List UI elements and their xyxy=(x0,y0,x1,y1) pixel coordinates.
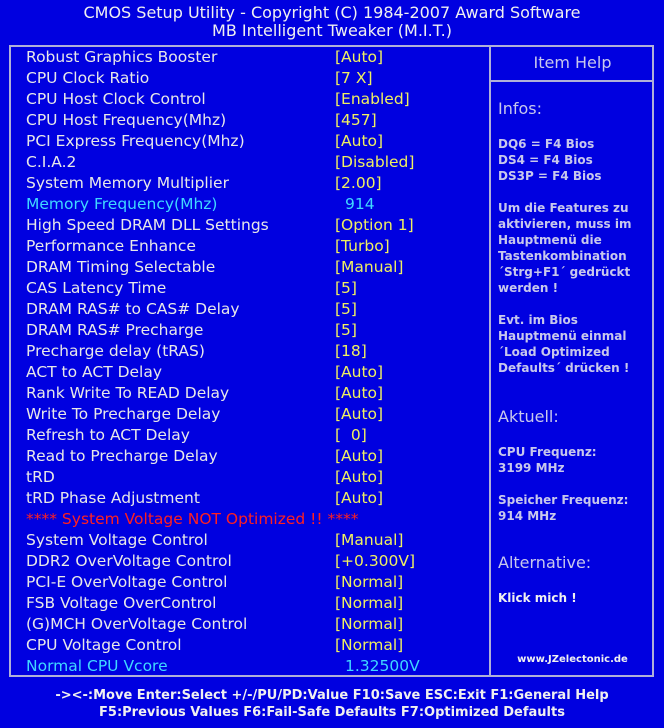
setting-row[interactable] xyxy=(26,89,486,110)
setting-value[interactable]: [Normal] xyxy=(335,636,404,654)
setting-label: DRAM RAS# to CAS# Delay xyxy=(26,300,240,318)
setting-row[interactable] xyxy=(26,425,486,446)
setting-label: High Speed DRAM DLL Settings xyxy=(26,216,269,234)
item-help-title: Item Help xyxy=(533,53,612,72)
setting-label: DRAM RAS# Precharge xyxy=(26,321,204,339)
setting-row[interactable] xyxy=(26,173,486,194)
setting-value: 914 xyxy=(345,195,375,213)
setting-value[interactable]: [5] xyxy=(335,300,357,318)
setting-row[interactable] xyxy=(26,320,486,341)
setting-value: 1.32500V xyxy=(345,657,420,675)
setting-label: C.I.A.2 xyxy=(26,153,77,171)
setting-label: Performance Enhance xyxy=(26,237,196,255)
setting-row[interactable] xyxy=(26,593,486,614)
setting-value[interactable]: [ 0] xyxy=(335,426,367,444)
setting-label: Robust Graphics Booster xyxy=(26,48,218,66)
setting-row[interactable] xyxy=(26,131,486,152)
setting-value[interactable]: [Enabled] xyxy=(335,90,410,108)
footer-keys-line1: -><-:Move Enter:Select +/-/PU/PD:Value F10:Save ESC:Exit F1:General Help xyxy=(55,688,609,703)
setting-value[interactable]: [Auto] xyxy=(335,405,384,423)
setting-value[interactable]: [Normal] xyxy=(335,594,404,612)
setting-row[interactable] xyxy=(26,362,486,383)
setting-label: Precharge delay (tRAS) xyxy=(26,342,205,360)
setting-value[interactable]: [Turbo] xyxy=(335,237,390,255)
setting-label: FSB Voltage OverControl xyxy=(26,594,217,612)
setting-label: CPU Clock Ratio xyxy=(26,69,150,87)
setting-label: Read to Precharge Delay xyxy=(26,447,218,465)
setting-label: Write To Precharge Delay xyxy=(26,405,221,423)
setting-row xyxy=(26,509,486,530)
setting-label: DDR2 OverVoltage Control xyxy=(26,552,232,570)
setting-row[interactable] xyxy=(26,635,486,656)
setting-value[interactable]: [5] xyxy=(335,321,357,339)
setting-row[interactable] xyxy=(26,614,486,635)
panel-divider xyxy=(489,45,491,677)
setting-label: **** System Voltage NOT Optimized !! **** xyxy=(26,510,359,528)
setting-row[interactable] xyxy=(26,530,486,551)
setting-value[interactable]: [457] xyxy=(335,111,377,129)
setting-label: Rank Write To READ Delay xyxy=(26,384,230,402)
setting-label: CPU Voltage Control xyxy=(26,636,182,654)
memory-frequency-text: Speicher Frequenz: 914 MHz xyxy=(498,493,629,523)
setting-label: DRAM Timing Selectable xyxy=(26,258,216,276)
setting-value[interactable]: [Auto] xyxy=(335,132,384,150)
setting-label: Refresh to ACT Delay xyxy=(26,426,190,444)
infos-text: DQ6 = F4 Bios DS4 = F4 Bios DS3P = F4 Bios xyxy=(498,137,602,183)
setting-label: (G)MCH OverVoltage Control xyxy=(26,615,248,633)
setting-row[interactable] xyxy=(26,467,486,488)
setting-label: Memory Frequency(Mhz) xyxy=(26,195,218,213)
setting-label: System Voltage Control xyxy=(26,531,208,549)
setting-value[interactable]: [2.00] xyxy=(335,174,382,192)
setting-row[interactable] xyxy=(26,110,486,131)
setting-label: ACT to ACT Delay xyxy=(26,363,163,381)
help-divider xyxy=(491,80,654,82)
setting-row[interactable] xyxy=(26,194,486,215)
setting-row[interactable] xyxy=(26,404,486,425)
aktuell-heading: Aktuell: xyxy=(498,407,559,426)
setting-row[interactable] xyxy=(26,488,486,509)
website-link[interactable]: www.JZelectonic.de xyxy=(517,654,628,665)
setting-label: CAS Latency Time xyxy=(26,279,167,297)
setting-value[interactable]: [Auto] xyxy=(335,363,384,381)
setting-row[interactable] xyxy=(26,47,486,68)
setting-label: System Memory Multiplier xyxy=(26,174,229,192)
setting-label: Normal CPU Vcore xyxy=(26,657,168,675)
setting-row[interactable] xyxy=(26,383,486,404)
setting-row[interactable] xyxy=(26,215,486,236)
setting-label: CPU Host Frequency(Mhz) xyxy=(26,111,227,129)
setting-value[interactable]: [Manual] xyxy=(335,258,404,276)
cpu-frequency-text: CPU Frequenz: 3199 MHz xyxy=(498,445,597,475)
setting-row[interactable] xyxy=(26,341,486,362)
setting-value[interactable]: [Auto] xyxy=(335,468,384,486)
setting-row[interactable] xyxy=(26,299,486,320)
setting-value[interactable]: [5] xyxy=(335,279,357,297)
setting-label: PCI-E OverVoltage Control xyxy=(26,573,228,591)
setting-value[interactable]: [Option 1] xyxy=(335,216,414,234)
setting-row[interactable] xyxy=(26,236,486,257)
setting-label: PCI Express Frequency(Mhz) xyxy=(26,132,245,150)
setting-row[interactable] xyxy=(26,656,486,677)
header-subtitle: MB Intelligent Tweaker (M.I.T.) xyxy=(212,21,452,40)
footer-keys-line2: F5:Previous Values F6:Fail-Safe Defaults F7:Optimized Defaults xyxy=(99,705,565,720)
setting-value[interactable]: [Auto] xyxy=(335,447,384,465)
alternative-heading: Alternative: xyxy=(498,553,592,572)
setting-value[interactable]: [Normal] xyxy=(335,615,404,633)
setting-value[interactable]: [Auto] xyxy=(335,489,384,507)
setting-value[interactable]: [Normal] xyxy=(335,573,404,591)
setting-value[interactable]: [Disabled] xyxy=(335,153,415,171)
evt-text: Evt. im Bios Hauptmenü einmal ´Load Optimized Defaults´ drücken ! xyxy=(498,313,630,375)
setting-row[interactable] xyxy=(26,278,486,299)
setting-label: tRD xyxy=(26,468,55,486)
infos-heading: Infos: xyxy=(498,99,543,118)
setting-value[interactable]: [Auto] xyxy=(335,48,384,66)
features-text: Um die Features zu aktivieren, muss im Hauptmenü die Tastenkombination ´Strg+F1´ gedrückt werden ! xyxy=(498,201,632,295)
setting-value[interactable]: [18] xyxy=(335,342,367,360)
setting-value[interactable]: [+0.300V] xyxy=(335,552,416,570)
setting-row[interactable] xyxy=(26,152,486,173)
setting-label: tRD Phase Adjustment xyxy=(26,489,200,507)
header-title: CMOS Setup Utility - Copyright (C) 1984-2007 Award Software xyxy=(83,3,581,22)
setting-label: CPU Host Clock Control xyxy=(26,90,206,108)
setting-row[interactable] xyxy=(26,68,486,89)
setting-row[interactable] xyxy=(26,257,486,278)
setting-value[interactable]: [Manual] xyxy=(335,531,404,549)
setting-row[interactable] xyxy=(26,572,486,593)
setting-value[interactable]: [7 X] xyxy=(335,69,373,87)
setting-row[interactable] xyxy=(26,551,486,572)
klick-link[interactable]: Klick mich ! xyxy=(498,591,577,605)
setting-value[interactable]: [Auto] xyxy=(335,384,384,402)
setting-row[interactable] xyxy=(26,446,486,467)
